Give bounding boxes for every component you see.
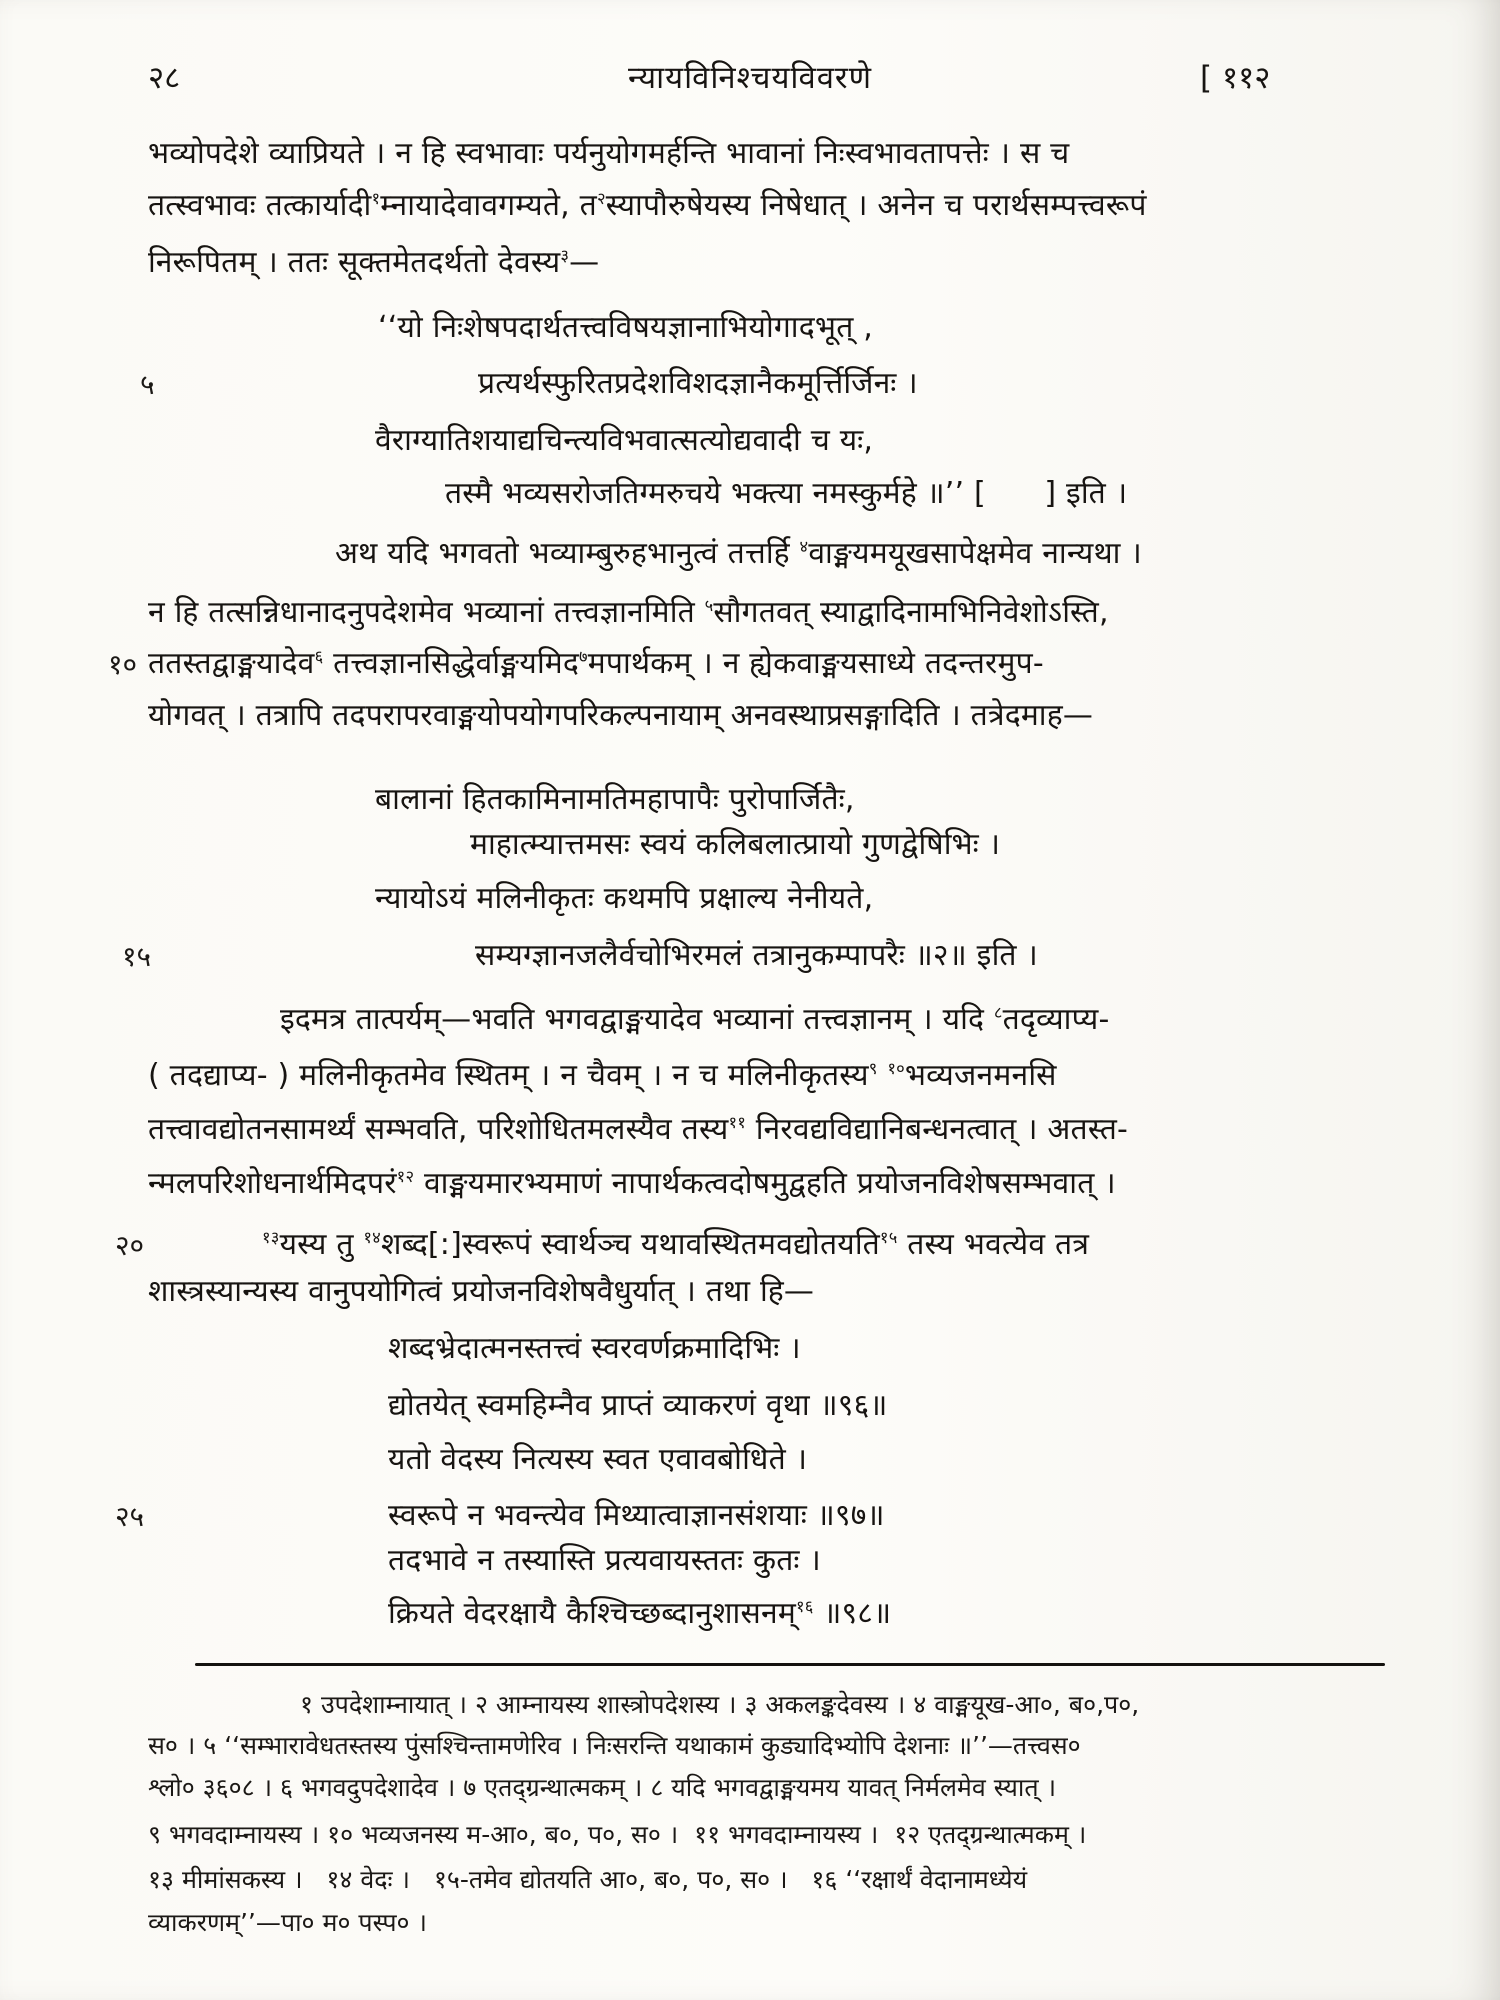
page-header-title: न्यायविनिश्चयविवरणे (627, 60, 873, 96)
footnote-marker: २ (596, 189, 606, 208)
footnote-line: स० । ५ ‘‘सम्भारावेधतस्तस्य पुंसश्चिन्तामणेरिव । निःसरन्ति यथाकामं कुड्यादिभ्योपि देशनाः ॥’’—तत्त्वस० (148, 1731, 1081, 1760)
footnote-line: १ उपदेशाम्नायात् । २ आम्नायस्य शास्त्रोपदेशस्य । ३ अकलङ्कदेवस्य । ४ वाङ्मयूख-आ०, ब०,प०, (300, 1690, 1140, 1719)
footnote-marker: १ (371, 189, 381, 208)
footnote-line: १३ मीमांसकस्य । १४ वेदः । १५-तमेव द्योतयति आ०, ब०, प०, स० । १६ ‘‘रक्षार्थं वेदानामध्येयं (148, 1865, 1028, 1894)
text-line: ततस्तद्वाङ्मयादेव$^६$ तत्त्वज्ञानसिद्धेर्वाङ्मयमिद$^७$मपार्थकम् । न ह्येकवाङ्मयसाध्ये तदन्तरमुप- (148, 646, 1044, 681)
text-line: शब्दभ्रेदात्मनस्तत्त्वं स्वरवर्णक्रमादिभिः । (388, 1331, 801, 1366)
text-line: ‘‘यो निःशेषपदार्थतत्त्वविषयज्ञानाभियोगादभूत् , (378, 310, 873, 345)
text-line: तस्मै भव्यसरोजतिग्मरुचये भक्त्या नमस्कुर्महे ॥’’ [ ] इति । (445, 476, 1128, 511)
margin-line-number: २५ (115, 1500, 145, 1533)
footnote-marker: ३ (560, 246, 570, 265)
footnote-marker: ५ (704, 596, 714, 615)
margin-line-number: १० (108, 648, 138, 681)
text-line: अथ यदि भगवतो भव्याम्बुरुहभानुत्वं तत्तर्हि $^४$वाङ्मयमयूखसापेक्षमेव नान्यथा । (335, 536, 1142, 571)
margin-line-number: ५ (140, 368, 155, 401)
text-line: प्रत्यर्थस्फुरितप्रदेशविशदज्ञानैकमूर्त्तिर्जिनः । (478, 366, 918, 401)
footnote-line: ९ भगवदाम्नायस्य । १० भव्यजनस्य म-आ०, ब०, प०, स० । ११ भगवदाम्नायस्य । १२ एतद्ग्रन्थात्मकम् । (148, 1820, 1087, 1849)
footnote-marker: ४ (799, 537, 809, 556)
text-line: स्वरूपे न भवन्त्येव मिथ्यात्वाज्ञानसंशयाः ॥९७॥ (388, 1498, 885, 1533)
text-line: तत्स्वभावः तत्कार्यादी$^१$म्नायादेवावगम्यते, त$^२$स्यापौरुषेयस्य निषेधात् । अनेन च परार्थसम्पत्त्वरूपं (148, 188, 1147, 223)
footnote-marker: १६ (796, 1597, 814, 1616)
footnote-separator (195, 1663, 1385, 1666)
page-number-left: २८ (148, 60, 181, 96)
text-line: भव्योपदेशे व्याप्रियते । न हि स्वभावाः पर्यनुयोगमर्हन्ति भावानां निःस्वभावतापत्तेः । स च (148, 136, 1070, 171)
text-line: न्यायोऽयं मलिनीकृतः कथमपि प्रक्षाल्य नेनीयते, (375, 881, 874, 916)
text-line: बालानां हितकामिनामतिमहापापैः पुरोपार्जितैः, (375, 782, 855, 817)
footnote-marker: ६ (314, 647, 324, 666)
footnote-marker: १० (887, 1059, 905, 1078)
text-line: तदभावे न तस्यास्ति प्रत्यवायस्ततः कुतः । (388, 1543, 821, 1578)
footnote-marker: ८ (993, 1003, 1003, 1022)
text-line: माहात्म्यात्तमसः स्वयं कलिबलात्प्रायो गुणद्वेषिभिः । (470, 827, 1001, 862)
footnote-line: व्याकरणम्’’—पा० म० पस्प० । (148, 1908, 427, 1937)
text-line: तत्त्वावद्योतनसामर्थ्यं सम्भवति, परिशोधितमलस्यैव तस्य$^{११}$ निरवद्यविद्यानिबन्धनत्वात् । अतस्त- (148, 1112, 1129, 1147)
page-number-right: [ ११२ (1200, 60, 1271, 96)
footnote-marker: १४ (363, 1228, 381, 1247)
text-line: सम्यग्ज्ञानजलैर्वचोभिरमलं तत्रानुकम्पापरैः ॥२॥ इति । (475, 938, 1038, 973)
text-line: न्मलपरिशोधनार्थमिदपरं$^{१२}$ वाङ्मयमारभ्यमाणं नापार्थकत्वदोषमुद्वहति प्रयोजनविशेषसम्भवात् । (148, 1166, 1116, 1201)
text-line: यतो वेदस्य नित्यस्य स्वत एवावबोधिते । (388, 1442, 808, 1477)
footnote-marker: ११ (728, 1113, 746, 1132)
margin-line-number: २० (115, 1229, 145, 1262)
footnote-marker: १३ (262, 1228, 280, 1247)
footnote-marker: ९ (868, 1059, 878, 1078)
text-line: योगवत् । तत्रापि तदपरापरवाङ्मयोपयोगपरिकल्पनायाम् अनवस्थाप्रसङ्गादिति । तत्रेदमाह— (148, 698, 1094, 733)
text-line: शास्त्रस्यान्यस्य वानुपयोगित्वं प्रयोजनविशेषवैधुर्यात् । तथा हि— (148, 1274, 815, 1309)
text-line: वैराग्यातिशयाद्यचिन्त्यविभवात्सत्योद्यवादी च यः, (375, 423, 874, 458)
text-line: द्योतयेत् स्वमहिम्नैव प्राप्तं व्याकरणं वृथा ॥९६॥ (388, 1388, 888, 1423)
margin-line-number: १५ (122, 940, 152, 973)
text-line: इदमत्र तात्पर्यम्—भवति भगवद्वाङ्मयादेव भव्यानां तत्त्वज्ञानम् । यदि $^८$तदृव्याप्य- (280, 1002, 1110, 1037)
text-line: न हि तत्सन्निधानादनुपदेशमेव भव्यानां तत्त्वज्ञानमिति $^५$सौगतवत् स्याद्वादिनामभिनिवेशोऽस्ति, (148, 595, 1109, 630)
text-line: $^{१३}$यस्य तु $^{१४}$शब्द[:]स्वरूपं स्वार्थञ्च यथावस्थितमवद्योतयति$^{१५}$ तस्य भवत्येव तत्र (262, 1227, 1090, 1262)
footnote-line: श्लो० ३६०८ । ६ भगवदुपदेशादेव । ७ एतद्ग्रन्थात्मकम् । ८ यदि भगवद्वाङ्मयमय यावत् निर्मलमेव स्यात् । (148, 1773, 1057, 1802)
footnote-marker: १५ (879, 1228, 898, 1247)
text-line: क्रियते वेदरक्षायै कैश्चिच्छब्दानुशासनम्$^{१६}$ ॥९८॥ (388, 1596, 892, 1631)
text-line: ( तदद्याप्य- ) मलिनीकृतमेव स्थितम् । न चैवम् । न च मलिनीकृतस्य$^९$ $^{१०}$भव्यजनमनसि (148, 1058, 1057, 1093)
footnote-marker: १२ (396, 1167, 415, 1186)
text-line: निरूपितम् । ततः सूक्तमेतदर्थतो देवस्य$^३$— (148, 245, 600, 280)
footnote-marker: ७ (579, 647, 588, 666)
